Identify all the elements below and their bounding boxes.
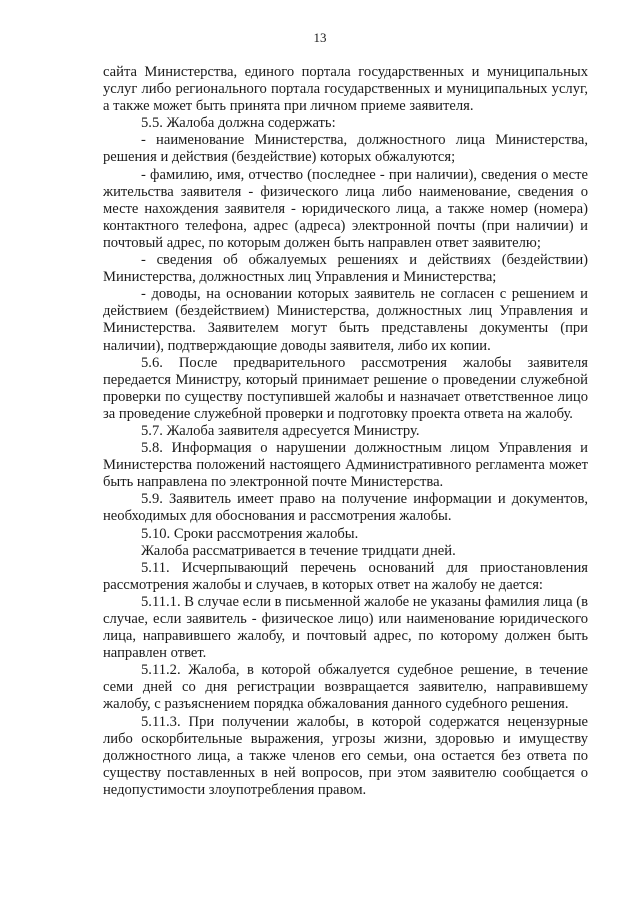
paragraph-5-9: 5.9. Заявитель имеет право на получение информации и документов, необходимых для обоснования и рассмотрения жалобы.	[103, 491, 588, 525]
paragraph-5-8: 5.8. Информация о нарушении должностным лицом Управления и Министерства положений настоящего Административного регламента может быть направлена по электронной почте Министерства.	[103, 440, 588, 491]
paragraph-5-5: 5.5. Жалоба должна содержать:	[141, 115, 336, 132]
paragraph-5-6: 5.6. После предварительного рассмотрения жалобы заявителя передается Министру, который принимает решение о проведении служебной проверки по существу поступившей жалобы и назначает ответственное лицо за проведение служебной проверки и подготовку проекта ответа на жалобу.	[103, 354, 588, 422]
list-item-ministry-name: - наименование Министерства, должностного лица Министерства, решения и действия (бездействие) которых обжалуются;	[103, 132, 588, 166]
paragraph-5-11-2: 5.11.2. Жалоба, в которой обжалуется судебное решение, в течение семи дней со дня регистрации возвращается заявителю, направившему жалобу, с разъяснением порядка обжалования данного судебного решения.	[103, 662, 588, 713]
paragraph-5-11-3: 5.11.3. При получении жалобы, в которой содержатся нецензурные либо оскорбительные выражения, угрозы жизни, здоровью и имуществу должностного лица, а также членов его семьи, она остается без ответа по существу поставленных в ней вопросов, при этом заявителю сообщается о недопустимости злоупотребления правом.	[103, 713, 588, 798]
paragraph-5-11-1: 5.11.1. В случае если в письменной жалобе не указаны фамилия лица (в случае, если заявитель - физическое лицо) или наименование юридического лица, направившего жалобу, и почтовый адрес, по которому должен быть направлен ответ.	[103, 593, 588, 662]
list-item-applicant-details: - фамилию, имя, отчество (последнее - при наличии), сведения о месте жительства заявителя - физического лица либо наименование, сведения о месте нахождения заявителя - юридического лица, а также номер (номера) контактного телефона, адрес (адреса) электронной почты (при наличии) и почтовый адрес, по которым должен быть направлен ответ заявителю;	[103, 166, 588, 251]
paragraph-continuation: сайта Министерства, единого портала государственных и муниципальных услуг либо регионального портала государственных и муниципальных услуг, а также может быть принята при личном приеме заявителя.	[103, 64, 588, 115]
list-item-appealed-decisions: - сведения об обжалуемых решениях и действиях (бездействии) Министерства, должностных лиц Управления и Министерства;	[103, 252, 588, 286]
document-body	[103, 64, 588, 799]
paragraph-5-10: 5.10. Сроки рассмотрения жалобы.	[141, 525, 359, 542]
page-number: 13	[313, 30, 327, 45]
list-item-arguments: - доводы, на основании которых заявитель не согласен с решением и действием (бездействием) Министерства, должностных лиц Управления и Министерства. Заявителем могут быть представлены документы (при наличии), подтверждающие доводы заявителя, либо их копии.	[103, 286, 588, 354]
paragraph-5-11: 5.11. Исчерпывающий перечень оснований для приостановления рассмотрения жалобы и случаев, в которых ответ на жалобу не дается:	[103, 559, 588, 593]
paragraph-5-7: 5.7. Жалоба заявителя адресуется Министру.	[141, 422, 420, 439]
paragraph-review-period: Жалоба рассматривается в течение тридцати дней.	[141, 542, 456, 559]
